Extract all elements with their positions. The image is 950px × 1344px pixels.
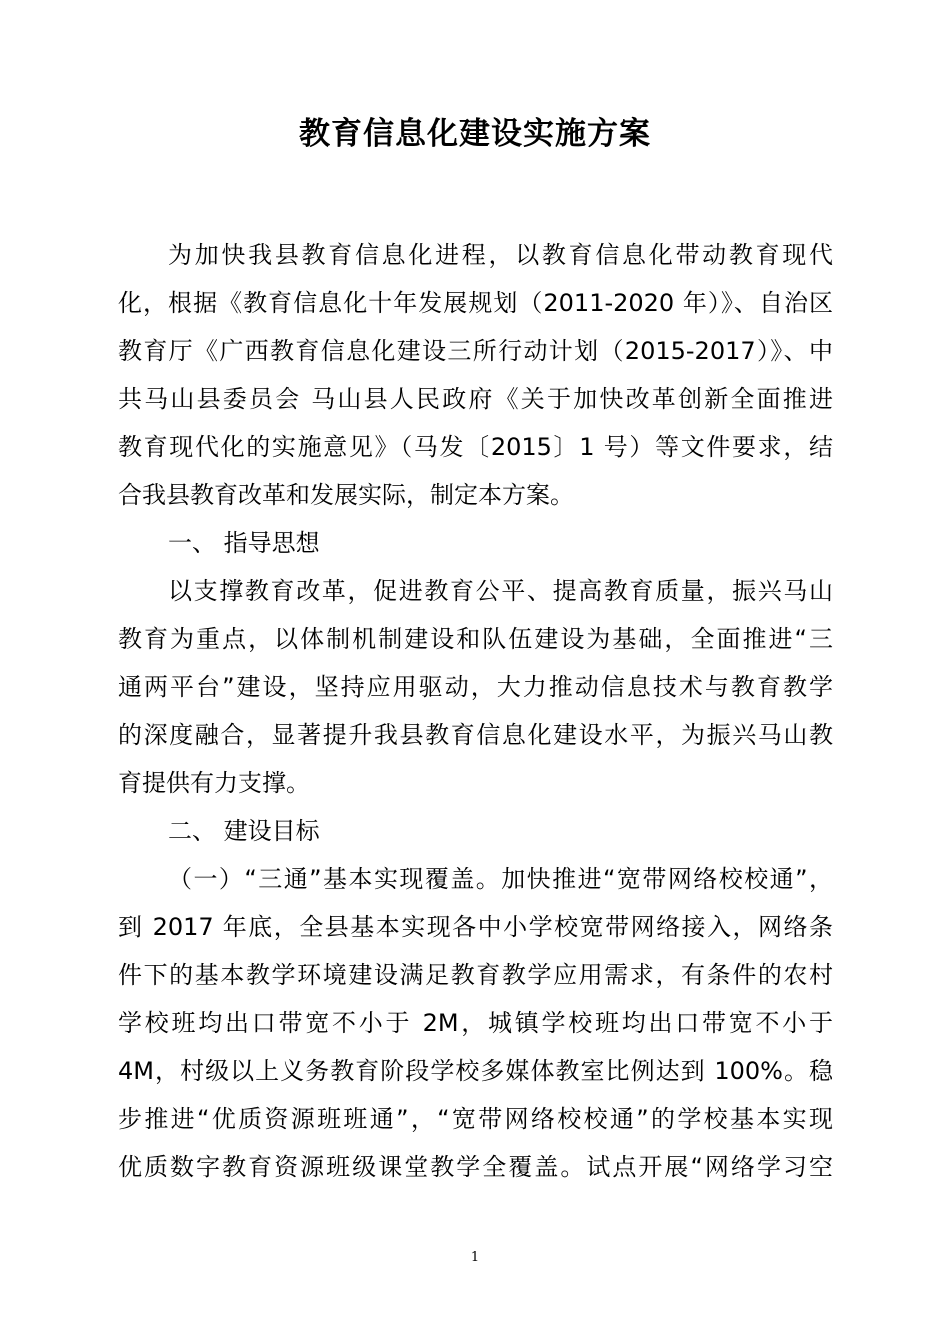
body-line: 学校班均出口带宽不小于 2M，城镇学校班均出口带宽不小于 — [118, 1009, 833, 1037]
document-body — [118, 231, 833, 1191]
body-line: 教育厅《广西教育信息化建设三所行动计划（2015-2017）》、中 — [118, 337, 833, 365]
body-line: 到 2017 年底，全县基本实现各中小学校宽带网络接入，网络条 — [118, 913, 833, 941]
body-line: 为加快我县教育信息化进程，以教育信息化带动教育现代 — [168, 241, 833, 269]
section-heading: 二、 建设目标 — [168, 817, 320, 845]
body-line: 育提供有力支撑。 — [118, 769, 310, 797]
body-line: 教育现代化的实施意见》（马发〔2015〕1 号）等文件要求，结 — [118, 433, 833, 461]
body-line: 优质数字教育资源班级课堂教学全覆盖。试点开展“网络学习空 — [118, 1153, 833, 1181]
body-line: 共马山县委员会 马山县人民政府《关于加快改革创新全面推进 — [118, 385, 833, 413]
body-line: 的深度融合，显著提升我县教育信息化建设水平，为振兴马山教 — [118, 721, 833, 749]
page-number: 1 — [470, 1250, 480, 1265]
body-line: 合我县教育改革和发展实际，制定本方案。 — [118, 481, 574, 509]
body-line: 件下的基本教学环境建设满足教育教学应用需求，有条件的农村 — [118, 961, 833, 989]
body-line: （一）“三通”基本实现覆盖。加快推进“宽带网络校校通”， — [168, 865, 833, 893]
body-line: 步推进“优质资源班班通”，“宽带网络校校通”的学校基本实现 — [118, 1105, 833, 1133]
body-line: 化，根据《教育信息化十年发展规划（2011-2020 年）》、自治区 — [118, 289, 833, 317]
section-heading: 一、 指导思想 — [168, 529, 320, 557]
body-line: 通两平台”建设，坚持应用驱动，大力推动信息技术与教育教学 — [118, 673, 833, 701]
body-line: 教育为重点，以体制机制建设和队伍建设为基础，全面推进“三 — [118, 625, 833, 653]
body-line: 4M，村级以上义务教育阶段学校多媒体教室比例达到 100%。稳 — [118, 1057, 833, 1085]
document-title: 教育信息化建设实施方案 — [299, 116, 651, 152]
body-line: 以支撑教育改革，促进教育公平、提高教育质量，振兴马山 — [168, 577, 833, 605]
